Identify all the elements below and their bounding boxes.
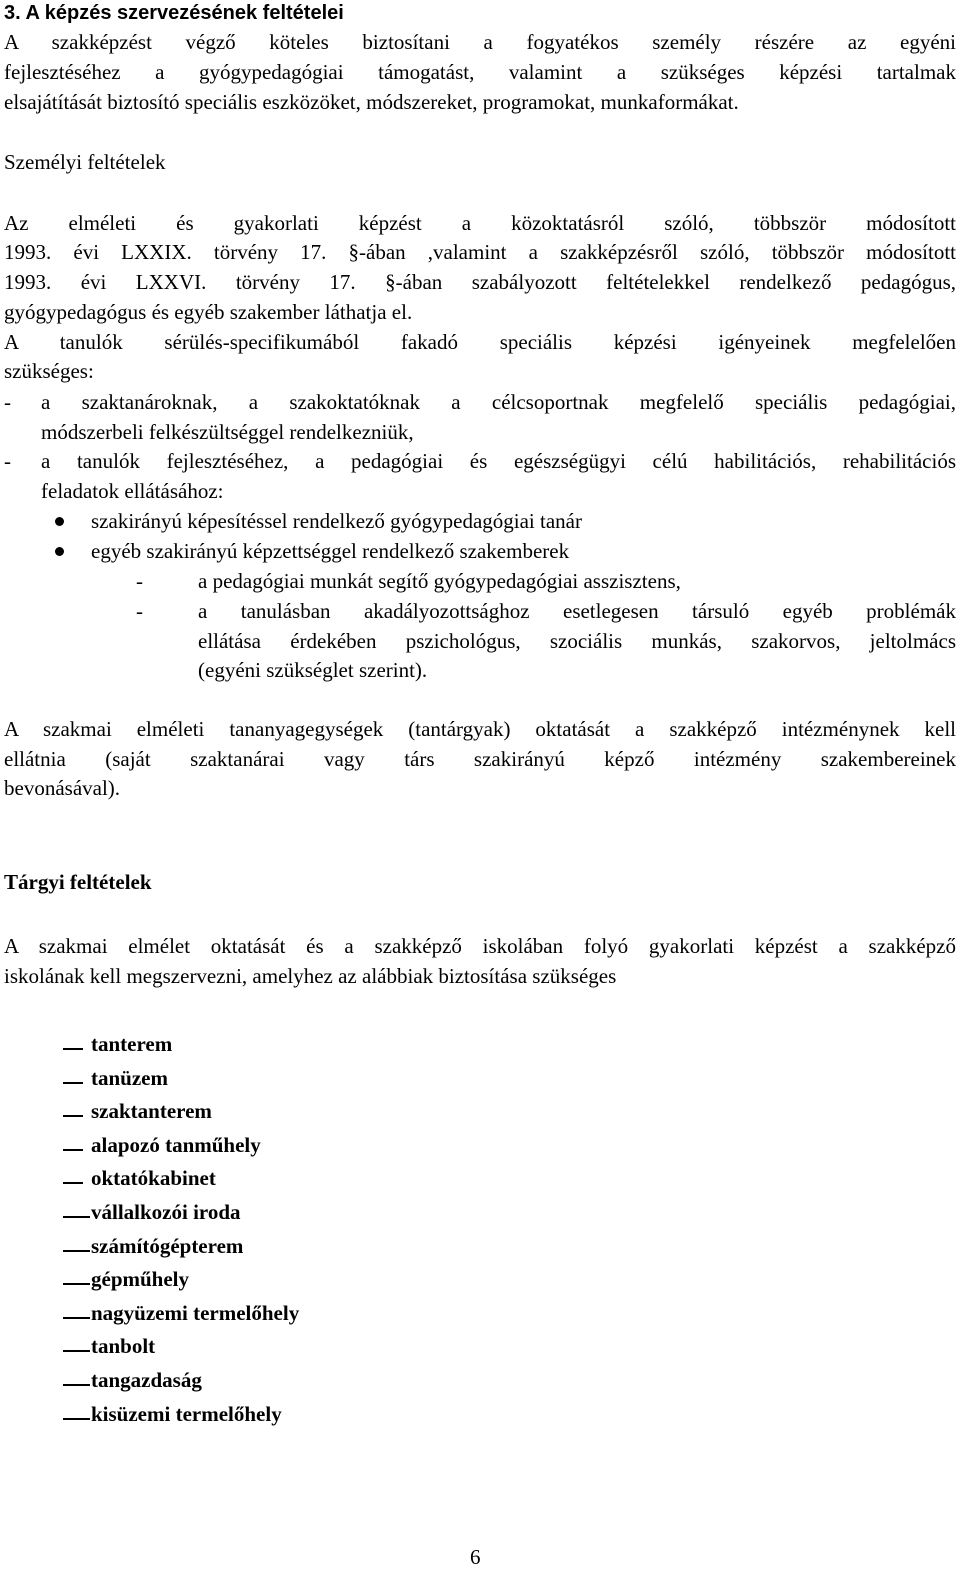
sub-item-2-line-3: (egyéni szükséglet szerint). (198, 658, 428, 682)
list-dash-icon (63, 1317, 90, 1319)
list-dash-icon (63, 1149, 83, 1151)
bullet-item-1: szakirányú képesítéssel rendelkező gyógypedagógiai tanár (91, 509, 582, 533)
list-dash-icon (63, 1350, 90, 1352)
dash-item-2-line-2: feladatok ellátásához: (41, 479, 224, 503)
list-dash-icon (63, 1384, 90, 1386)
list-item: nagyüzemi termelőhely (91, 1300, 300, 1325)
law-line-3 (4, 268, 956, 297)
law-line-4: gyógypedagógus és egyéb szakember láthatja el. (4, 300, 413, 324)
list-dash-icon (63, 1216, 90, 1218)
list-item: alapozó tanműhely (91, 1132, 261, 1157)
needs-line-1 (4, 328, 956, 357)
list-dash-icon (63, 1115, 83, 1117)
list-item: tangazdaság (91, 1368, 202, 1392)
personal-heading: Személyi feltételek (4, 150, 166, 174)
list-dash-icon (63, 1418, 90, 1420)
intro-line-1 (4, 28, 956, 57)
text: 1993. évi LXXVI. törvény 17. §-ában szabályozott feltételekkel rendelkező pedagógus, (4, 270, 956, 294)
dash-marker: - (4, 449, 11, 473)
bullet-dot-icon (55, 517, 64, 526)
dash-item-2-line-1: a tanulók fejlesztéséhez, a pedagógiai és egészségügyi célú habilitációs, rehabilitációs (41, 449, 956, 473)
bullet-dot-icon (55, 547, 64, 556)
text: A szakmai elméleti tananyagegységek (tantárgyak) oktatását a szakképző intézménynek kell (4, 717, 956, 741)
list-item: kisüzemi termelőhely (91, 1401, 282, 1426)
dash-item-1-line-1: a szaktanároknak, a szakoktatóknak a célcsoportnak megfelelő speciális pedagógiai, (41, 390, 956, 414)
intro-line-2 (4, 58, 956, 87)
page-number: 6 (470, 1545, 481, 1569)
list-dash-icon (63, 1048, 83, 1050)
law-line-2 (4, 238, 956, 267)
text: ellátnia (saját szaktanárai vagy társ szakirányú képző intézmény szakembereinek (4, 747, 956, 771)
theory-line-2 (4, 745, 956, 774)
list-item: szaktanterem (91, 1099, 212, 1124)
list-dash-icon (63, 1250, 90, 1252)
list-dash-icon (63, 1182, 83, 1184)
text: 1993. évi LXXIX. törvény 17. §-ában ,valamint a szakképzésről szóló, többször módosított (4, 240, 956, 264)
theory-line-3: bevonásával). (4, 776, 121, 800)
sub-marker: - (136, 599, 143, 623)
dash-marker: - (4, 390, 11, 414)
sub-item-2-line-2: ellátása érdekében pszichológus, szociális munkás, szakorvos, jeltolmács (198, 629, 956, 653)
list-dash-icon (63, 1283, 90, 1285)
material-line-1 (4, 932, 956, 961)
text: A tanulók sérülés-specifikumából fakadó speciális képzési igényeinek megfelelően (4, 330, 956, 354)
list-item: oktatókabinet (91, 1166, 216, 1191)
sub-item-2-line-1: a tanulásban akadályozottsághoz esetlegesen társuló egyéb problémák (198, 599, 956, 623)
list-item: számítógépterem (91, 1233, 244, 1258)
material-heading: Tárgyi feltételek (4, 870, 152, 894)
list-dash-icon (63, 1082, 83, 1084)
sub-item-1: a pedagógiai munkát segítő gyógypedagógiai asszisztens, (198, 569, 681, 593)
list-item: vállalkozói iroda (91, 1200, 241, 1224)
text: Az elméleti és gyakorlati képzést a közoktatásról szóló, többször módosított (4, 211, 956, 235)
text: A szakmai elmélet oktatását és a szakképző iskolában folyó gyakorlati képzést a szakképző (4, 934, 956, 958)
dash-item-1-line-2: módszerbeli felkészültséggel rendelkezniük, (41, 420, 414, 444)
bullet-item-2: egyéb szakirányú képzettséggel rendelkező szakemberek (91, 539, 570, 563)
text: A szakképzést végző köteles biztosítani a fogyatékos személy részére az egyéni (4, 30, 956, 54)
law-line-1 (4, 209, 956, 238)
list-item: tanterem (91, 1032, 173, 1056)
list-item: tanbolt (91, 1334, 156, 1359)
list-item: tanüzem (91, 1065, 168, 1090)
text: fejlesztéséhez a gyógypedagógiai támogatást, valamint a szükséges képzési tartalmak (4, 60, 956, 84)
needs-line-2: szükséges: (4, 359, 94, 383)
theory-line-1 (4, 715, 956, 744)
list-item: gépműhely (91, 1267, 190, 1292)
material-line-2: iskolának kell megszervezni, amelyhez az alábbiak biztosítása szükséges (4, 964, 617, 988)
sub-marker: - (136, 569, 143, 593)
intro-line-3: elsajátítását biztosító speciális eszközöket, módszereket, programokat, munkaformákat. (4, 90, 739, 114)
section-title: 3. A képzés szervezésének feltételei (4, 2, 344, 24)
